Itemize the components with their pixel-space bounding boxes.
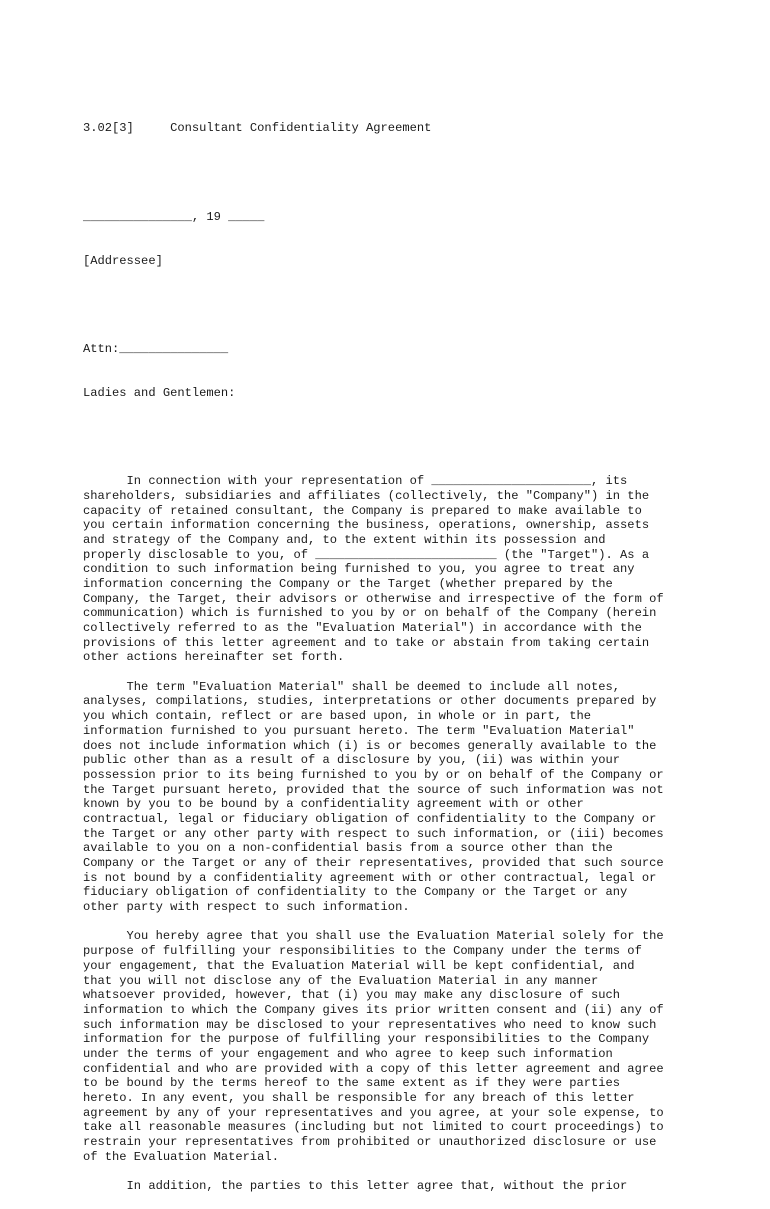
paragraph-2	[83, 680, 703, 915]
spacer	[83, 166, 703, 181]
paragraph-line: condition to such information being furnished to you, you agree to treat any	[83, 562, 635, 577]
paragraph-line: you certain information concerning the business, operations, ownership, assets	[83, 518, 650, 533]
paragraph-line: provisions of this letter agreement and to take or abstain from taking certain	[83, 635, 650, 650]
paragraph-line: analyses, compilations, studies, interpretations or other documents prepared by	[83, 694, 657, 709]
paragraph-line: does not include information which (i) is or becomes generally available to the	[83, 738, 657, 753]
paragraph-line: information to which the Company gives its prior written consent and (ii) any of	[83, 1002, 664, 1017]
paragraph-line: confidential and who are provided with a copy of this letter agreement and agree	[83, 1061, 664, 1076]
paragraph-line: and strategy of the Company and, to the extent within its possession and	[83, 532, 606, 547]
paragraph-line: information furnished to you pursuant hereto. The term "Evaluation Material"	[83, 723, 635, 738]
paragraph-line: the Target or any other party with respect to such information, or (iii) becomes	[83, 826, 664, 841]
paragraph-line: Company, the Target, their advisors or otherwise and irrespective of the form of	[83, 591, 664, 606]
date-line: _______________, 19 _____	[83, 209, 265, 224]
paragraph-line: In connection with your representation of ______________________, its	[83, 474, 628, 489]
paragraph-line: take all reasonable measures (including but not limited to court proceedings) to	[83, 1120, 664, 1135]
spacer	[83, 915, 703, 930]
paragraph-line: available to you on a non-confidential basis from a source other than the	[83, 841, 613, 856]
paragraph-line: In addition, the parties to this letter agree that, without the prior	[83, 1179, 628, 1194]
paragraph-line: under the terms of your engagement and who agree to keep such information	[83, 1046, 613, 1061]
paragraph-3	[83, 929, 703, 1164]
paragraph-line: restrain your representatives from prohibited or unauthorized disclosure or use	[83, 1135, 657, 1150]
spacer	[83, 430, 703, 445]
paragraph-line: the Target pursuant hereto, provided that the source of such information was not	[83, 782, 664, 797]
paragraph-line: hereto. In any event, you shall be responsible for any breach of this letter	[83, 1091, 635, 1106]
spacer	[83, 298, 703, 313]
paragraph-line: The term "Evaluation Material" shall be deemed to include all notes,	[83, 679, 621, 694]
paragraph-line: to be bound by the terms hereof to the same extent as if they were parties	[83, 1076, 621, 1091]
paragraph-line: other party with respect to such information.	[83, 900, 410, 915]
paragraph-line: is not bound by a confidentiality agreement with or other contractual, legal or	[83, 870, 657, 885]
paragraph-line: communication) which is furnished to you by or on behalf of the Company (herein	[83, 606, 657, 621]
document-page	[83, 92, 703, 1209]
paragraph-line: known by you to be bound by a confidentiality agreement with or other	[83, 797, 584, 812]
attn-line: Attn:_______________	[83, 341, 229, 356]
spacer	[83, 1164, 703, 1179]
spacer	[83, 665, 703, 680]
paragraph-line: contractual, legal or fiduciary obligation of confidentiality to the Company or	[83, 811, 657, 826]
paragraph-line: possession prior to its being furnished to you by or on behalf of the Company or	[83, 767, 664, 782]
paragraph-line: shareholders, subsidiaries and affiliates (collectively, the "Company") in the	[83, 488, 650, 503]
paragraph-line: your engagement, that the Evaluation Material will be kept confidential, and	[83, 958, 635, 973]
paragraph-line: collectively referred to as the "Evaluation Material") in accordance with the	[83, 621, 642, 636]
paragraph-line: information for the purpose of fulfilling your responsibilities to the Company	[83, 1032, 650, 1047]
paragraph-line: public other than as a result of a disclosure by you, (ii) was within your	[83, 753, 621, 768]
paragraph-line: Company or the Target or any of their representatives, provided that such source	[83, 856, 664, 871]
addressee: [Addressee]	[83, 253, 163, 268]
paragraph-line: such information may be disclosed to your representatives who need to know such	[83, 1017, 657, 1032]
paragraph-line: of the Evaluation Material.	[83, 1149, 279, 1164]
paragraph-4	[83, 1179, 703, 1194]
paragraph-line: agreement by any of your representatives and you agree, at your sole expense, to	[83, 1105, 664, 1120]
paragraph-line: you which contain, reflect or are based upon, in whole or in part, the	[83, 709, 592, 724]
paragraph-line: properly disclosable to you, of _________________________ (the "Target"). As a	[83, 547, 650, 562]
paragraph-line: You hereby agree that you shall use the Evaluation Material solely for the	[83, 929, 664, 944]
paragraph-line: that you will not disclose any of the Evaluation Material in any manner	[83, 973, 599, 988]
paragraph-line: whatsoever provided, however, that (i) you may make any disclosure of such	[83, 988, 621, 1003]
paragraph-1	[83, 474, 703, 665]
paragraph-line: fiduciary obligation of confidentiality to the Company or the Target or any	[83, 885, 628, 900]
paragraph-line: other actions hereinafter set forth.	[83, 650, 345, 665]
paragraph-line: purpose of fulfilling your responsibilities to the Company under the terms of	[83, 944, 642, 959]
body-paragraphs	[83, 474, 703, 1194]
paragraph-line: information concerning the Company or the Target (whether prepared by the	[83, 576, 613, 591]
paragraph-line: capacity of retained consultant, the Company is prepared to make available to	[83, 503, 642, 518]
section-heading: 3.02[3] Consultant Confidentiality Agreement	[83, 121, 432, 136]
salutation: Ladies and Gentlemen:	[83, 385, 236, 400]
